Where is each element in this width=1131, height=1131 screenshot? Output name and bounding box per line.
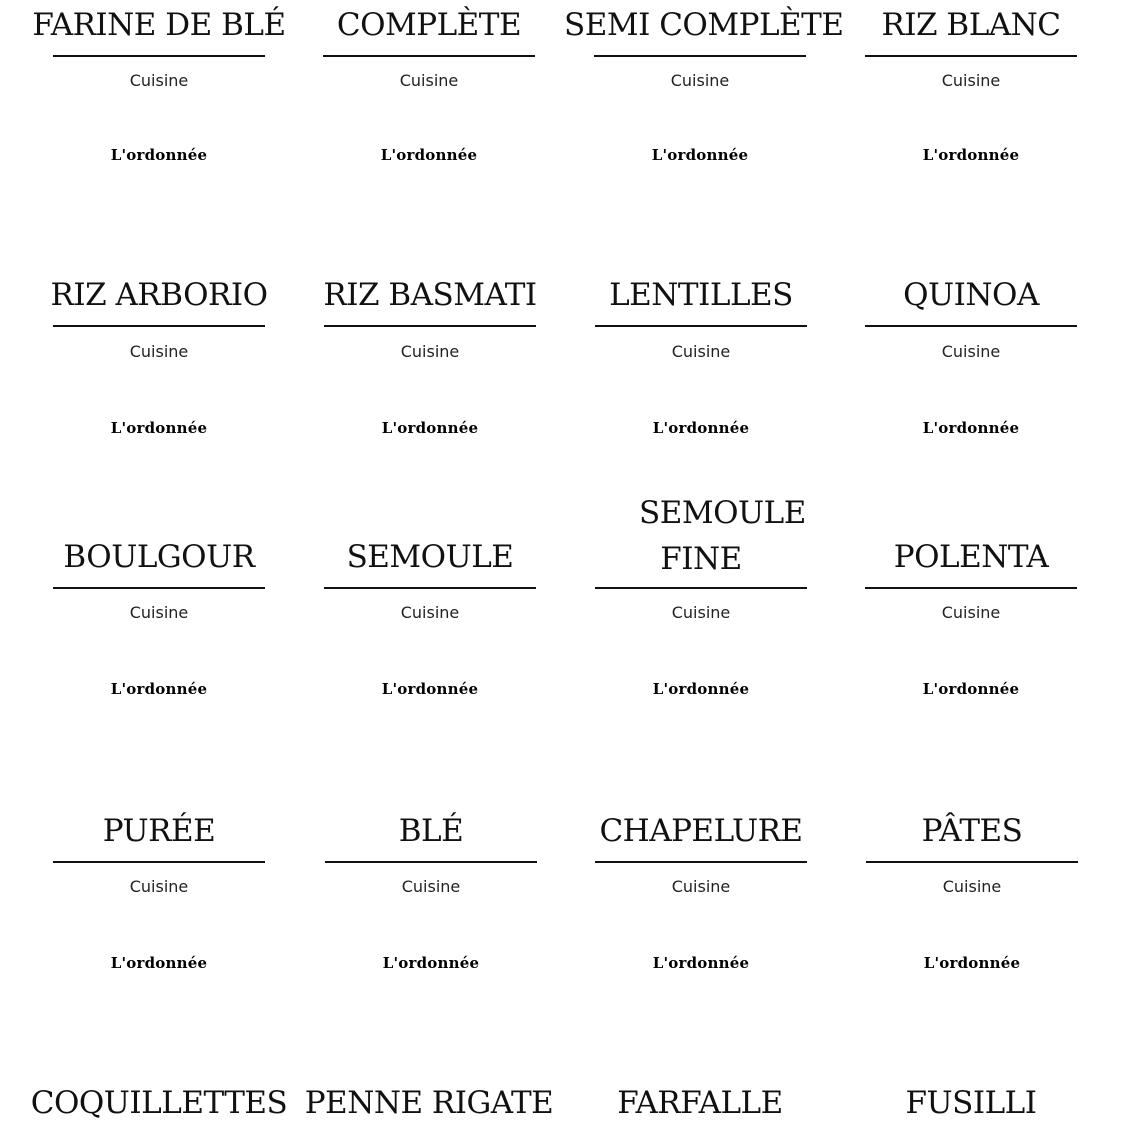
label-divider [324,325,536,327]
label-penne-rigate [304,1080,554,1131]
label-category: Cuisine [942,877,1002,896]
label-title: COMPLÈTE [336,7,522,43]
label-brand: L'ordonnée [110,680,208,698]
label-category: Cuisine [129,603,189,622]
label-brand: L'ordonnée [110,146,208,164]
label-brand: L'ordonnée [381,419,479,437]
label-farfalle [594,1080,806,1131]
label-divider [865,55,1077,57]
label-divider [595,325,807,327]
label-title: FARINE DE BLÉ [32,7,286,43]
label-title: SEMOULE [346,539,514,575]
label-category: Cuisine [671,603,731,622]
label-category: Cuisine [129,71,189,90]
label-category: Cuisine [401,877,461,896]
label-title: FUSILLI [905,1085,1037,1121]
label-category: Cuisine [129,877,189,896]
label-brand: L'ordonnée [652,954,750,972]
label-brand: L'ordonnée [110,954,208,972]
label-title: POLENTA [893,539,1049,575]
label-divider [324,587,536,589]
label-category: Cuisine [671,342,731,361]
label-divider [53,587,265,589]
label-divider [325,861,537,863]
label-divider [323,55,535,57]
label-divider [53,325,265,327]
label-title: BLÉ [398,813,464,849]
label-coquillettes [30,1080,288,1131]
label-title: PURÉE [102,813,216,849]
label-divider [53,861,265,863]
label-divider [866,861,1078,863]
label-brand: L'ordonnée [380,146,478,164]
label-title: SEMOULE FINE [639,495,806,577]
label-divider [595,587,807,589]
label-brand: L'ordonnée [381,680,479,698]
label-category: Cuisine [399,71,459,90]
label-title: SEMI COMPLÈTE [564,7,844,43]
label-title: QUINOA [903,277,1039,313]
label-brand: L'ordonnée [110,419,208,437]
label-category: Cuisine [671,877,731,896]
label-divider [594,55,806,57]
label-brand: L'ordonnée [652,680,750,698]
label-divider [595,861,807,863]
label-category: Cuisine [129,342,189,361]
label-category: Cuisine [670,71,730,90]
label-brand: L'ordonnée [651,146,749,164]
label-divider [865,587,1077,589]
label-title: RIZ BASMATI [323,277,537,313]
label-brand: L'ordonnée [923,954,1021,972]
label-fusilli [865,1080,1077,1131]
label-title: PÂTES [921,813,1023,849]
label-divider [865,325,1077,327]
label-title: LENTILLES [609,277,793,313]
label-title: FARFALLE [617,1085,783,1121]
label-category: Cuisine [941,603,1001,622]
label-category: Cuisine [941,342,1001,361]
label-title: BOULGOUR [63,539,255,575]
label-brand: L'ordonnée [382,954,480,972]
label-divider [53,55,265,57]
label-brand: L'ordonnée [922,146,1020,164]
label-title: RIZ BLANC [881,7,1061,43]
label-title: PENNE RIGATE [304,1085,554,1121]
label-brand: L'ordonnée [922,680,1020,698]
label-category: Cuisine [400,603,460,622]
label-title: COQUILLETTES [30,1085,288,1121]
label-title: CHAPELURE [599,813,803,849]
label-category: Cuisine [941,71,1001,90]
label-title: RIZ ARBORIO [50,277,268,313]
label-brand: L'ordonnée [652,419,750,437]
label-brand: L'ordonnée [922,419,1020,437]
label-category: Cuisine [400,342,460,361]
